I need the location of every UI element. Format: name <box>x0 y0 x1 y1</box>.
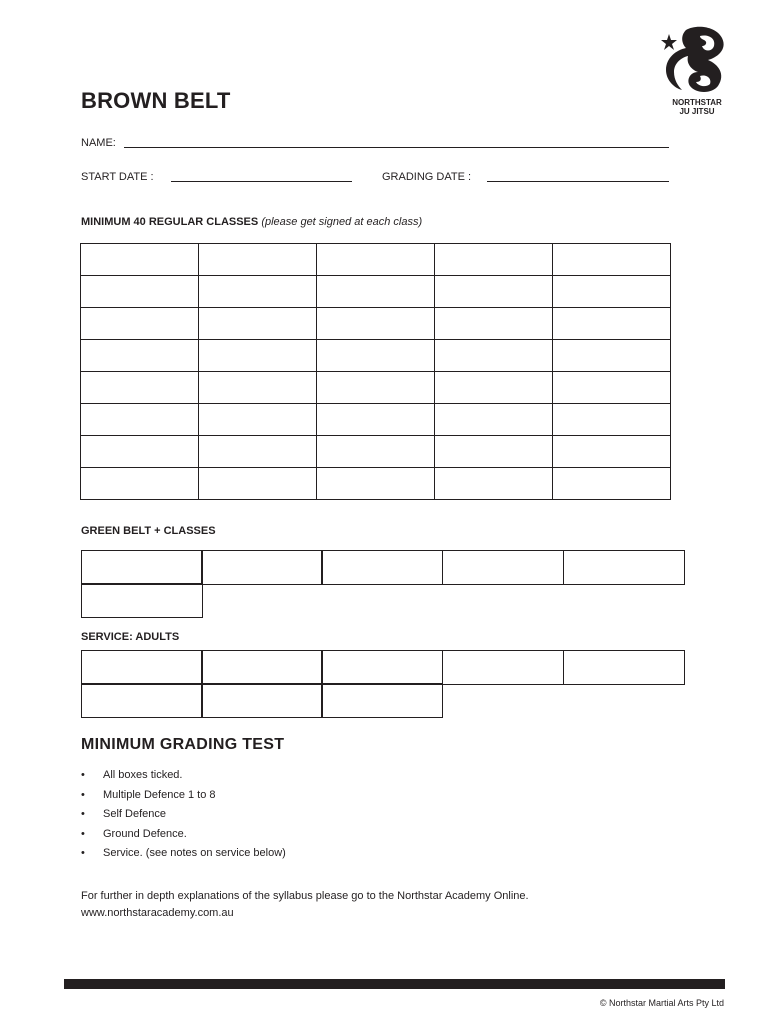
signature-box[interactable] <box>442 650 564 685</box>
grading-date-label: GRADING DATE : <box>382 171 472 183</box>
table-row <box>81 436 671 468</box>
signature-box[interactable] <box>563 550 685 585</box>
signature-box[interactable] <box>317 308 435 340</box>
signature-box[interactable] <box>201 650 323 685</box>
signature-box[interactable] <box>199 404 317 436</box>
signature-box[interactable] <box>435 244 553 276</box>
table-row <box>81 468 671 500</box>
list-item <box>81 805 286 825</box>
signature-box[interactable] <box>81 683 203 718</box>
signature-box[interactable] <box>317 372 435 404</box>
signature-box[interactable] <box>317 340 435 372</box>
bullet-icon: • <box>81 827 85 840</box>
signature-box[interactable] <box>317 276 435 308</box>
signature-box[interactable] <box>81 436 199 468</box>
signature-box[interactable] <box>321 683 443 718</box>
signature-box[interactable] <box>553 276 671 308</box>
signature-box[interactable] <box>81 583 203 618</box>
signature-box[interactable] <box>199 308 317 340</box>
signature-box[interactable] <box>81 404 199 436</box>
signature-box[interactable] <box>81 650 203 685</box>
name-field[interactable] <box>124 147 669 148</box>
signature-box[interactable] <box>199 436 317 468</box>
list-item <box>81 825 286 845</box>
signature-box[interactable] <box>321 650 443 685</box>
service-adults-label: SERVICE: ADULTS <box>81 631 180 643</box>
dragon-emblem-icon <box>656 24 734 94</box>
table-row <box>81 340 671 372</box>
signature-box[interactable] <box>199 276 317 308</box>
signature-box[interactable] <box>553 404 671 436</box>
list-item <box>81 786 286 806</box>
signature-box[interactable] <box>317 244 435 276</box>
signature-box[interactable] <box>553 436 671 468</box>
signature-box[interactable] <box>553 372 671 404</box>
signature-box[interactable] <box>435 308 553 340</box>
signature-box[interactable] <box>81 244 199 276</box>
footer-bar <box>64 979 725 989</box>
bullet-icon: • <box>81 769 85 781</box>
signature-box[interactable] <box>199 468 317 500</box>
signature-box[interactable] <box>81 276 199 308</box>
signature-box[interactable] <box>81 550 203 585</box>
regular-classes-label <box>81 216 422 228</box>
list-item <box>81 766 286 786</box>
signature-box[interactable] <box>201 683 323 718</box>
regular-classes-note: (please get signed at each class) <box>261 216 423 228</box>
list-item-text: All boxes ticked. <box>103 769 183 781</box>
signature-box[interactable] <box>81 340 199 372</box>
green-belt-label: GREEN BELT + CLASSES <box>81 525 216 537</box>
signature-box[interactable] <box>553 340 671 372</box>
signature-box[interactable] <box>553 244 671 276</box>
signature-box[interactable] <box>81 308 199 340</box>
table-row <box>81 372 671 404</box>
signature-box[interactable] <box>553 308 671 340</box>
table-row <box>81 404 671 436</box>
copyright-notice: © Northstar Martial Arts Pty Ltd <box>599 998 724 1008</box>
further-info <box>81 888 529 922</box>
signature-box[interactable] <box>199 340 317 372</box>
list-item <box>81 844 286 864</box>
list-item-text: Multiple Defence 1 to 8 <box>103 788 216 801</box>
signature-box[interactable] <box>435 468 553 500</box>
table-row <box>81 308 671 340</box>
table-row <box>81 244 671 276</box>
regular-classes-grid <box>80 243 671 500</box>
signature-box[interactable] <box>435 404 553 436</box>
grading-test-heading: MINIMUM GRADING TEST <box>81 736 285 753</box>
list-item-text: Ground Defence. <box>103 827 187 840</box>
table-row <box>81 276 671 308</box>
bullet-icon: • <box>81 847 85 860</box>
grading-date-field[interactable] <box>487 181 669 182</box>
academy-link[interactable]: www.northstaracademy.com.au <box>81 907 234 919</box>
start-date-label: START DATE : <box>81 171 154 183</box>
signature-box[interactable] <box>317 404 435 436</box>
signature-box[interactable] <box>563 650 685 685</box>
bullet-icon: • <box>81 808 85 821</box>
signature-box[interactable] <box>435 276 553 308</box>
list-item-text: Service. (see notes on service below) <box>103 847 286 860</box>
signature-box[interactable] <box>317 436 435 468</box>
signature-box[interactable] <box>435 372 553 404</box>
start-date-field[interactable] <box>171 181 352 182</box>
further-info-text: For further in depth explanations of the syllabus please go to the Northstar Academy Online. <box>81 890 529 902</box>
grading-test-list <box>81 766 286 864</box>
signature-box[interactable] <box>553 468 671 500</box>
list-item-text: Self Defence <box>103 808 166 821</box>
signature-box[interactable] <box>201 550 323 585</box>
signature-box[interactable] <box>199 372 317 404</box>
bullet-icon: • <box>81 788 85 801</box>
signature-box[interactable] <box>442 550 564 585</box>
name-label: NAME: <box>81 137 116 149</box>
signature-box[interactable] <box>81 372 199 404</box>
signature-box[interactable] <box>435 340 553 372</box>
regular-classes-title: MINIMUM 40 REGULAR CLASSES <box>81 216 259 228</box>
signature-box[interactable] <box>435 436 553 468</box>
logo-text-line2: JU JITSU <box>679 107 715 116</box>
signature-box[interactable] <box>199 244 317 276</box>
page-title: BROWN BELT <box>81 88 231 113</box>
northstar-logo <box>656 24 734 120</box>
signature-box[interactable] <box>81 468 199 500</box>
signature-box[interactable] <box>321 550 443 585</box>
signature-box[interactable] <box>317 468 435 500</box>
logo-text-line1: NORTHSTAR <box>672 98 722 107</box>
